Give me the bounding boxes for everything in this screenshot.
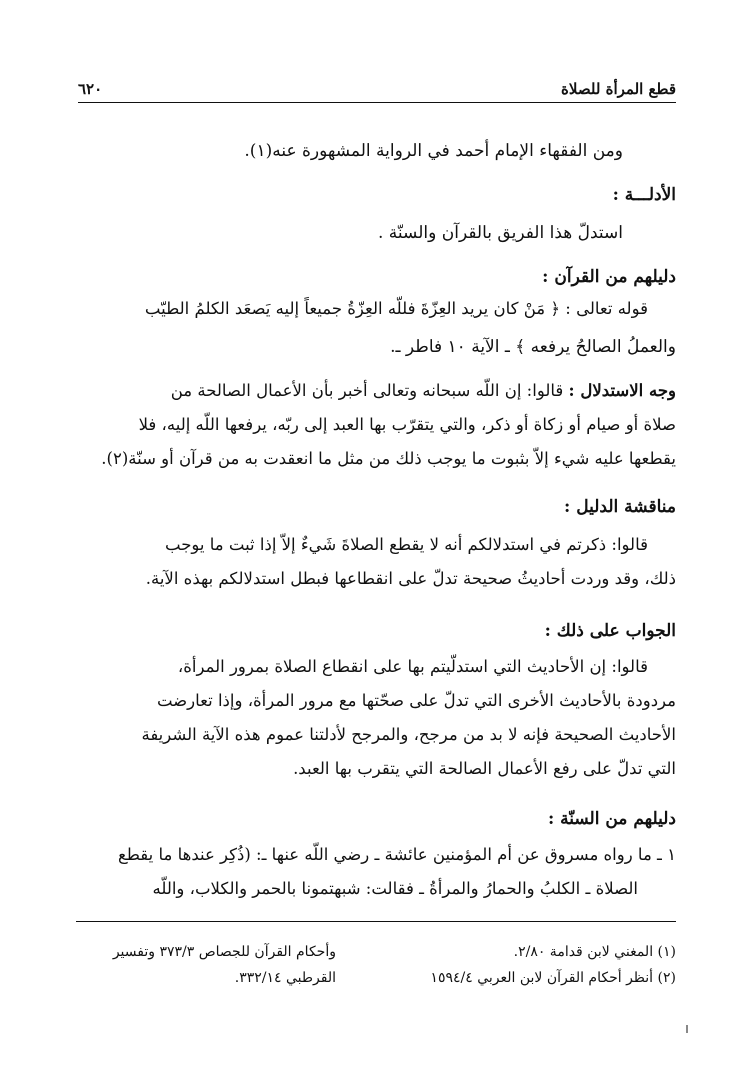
text-line: قالوا: ذكرتم في استدلالكم أنه لا يقطع الصلاةَ شَيءٌ إلاّ إذا ثبت ما يوجب [165,535,648,554]
text-line: ومن الفقهاء الإمام أحمد في الرواية المشهورة عنه(١). [244,141,623,161]
section-heading-adilla: الأدلـــة : [612,185,676,205]
footnote-2-continued: القرطبي ٣٣٢/١٤. [234,970,336,986]
text-line: صلاة أو صيام أو زكاة أو ذكر، والتي يتقرّب بها العبد إلى ربّه، يرفعها اللّه إليه، فلا [138,415,676,434]
paragraph-wajh-istidlal [76,378,676,406]
text-line: ذلك، وقد وردت أحاديثُ صحيحة تدلّ على انقطاعها فبطل استدلالكم بهذه الآية. [145,569,676,588]
inline-heading-wajh: وجه الاستدلال : [568,381,676,400]
text-line: الأحاديث الصحيحة فإنه لا بد من مرجح، والمرجح لأدلتنا عموم هذه الآية الشريفة [141,725,676,744]
text-line: والعملُ الصالحُ يرفعه ﴾ ـ الآية ١٠ فاطر ـ. [390,337,676,357]
section-heading-munaqasha: مناقشة الدليل : [564,497,676,517]
header-title: قطع المرأة للصلاة [561,80,676,98]
text-line: قوله تعالى : ﴿ مَنْ كان يريد العِزّةَ فللّه العِزّةُ جميعاً إليه يَصعَد الكلمُ الطيّب [144,299,648,318]
section-heading-jawab: الجواب على ذلك : [544,621,676,641]
text-line: الصلاة ـ الكلبُ والحمارُ والمرأةُ ـ فقالت: شبهتمونا بالحمر والكلاب، واللّه [152,879,638,898]
footnote-separator [76,921,676,922]
text-line: يقطعها عليه شيء إلاّ بثبوت ما يوجب ذلك من مثل ما انعقدت به من قرآن أو سنّة(٢). [101,449,676,468]
text-line: استدلّ هذا الفريق بالقرآن والسنّة . [378,223,623,243]
text-line: ١ ـ ما رواه مسروق عن أم المؤمنين عائشة ـ رضي اللّه عنها ـ: (ذُكِر عندها ما يقطع [117,845,676,864]
footnote-2-continued: وأحكام القرآن للجصاص ٣٧٣/٣ وتفسير [112,944,336,960]
text-line: مردودة بالأحاديث الأخرى التي تدلّ على صحّتها مع مرور المرأة، وإذا تعارضت [156,691,676,710]
footnote-1: (١) المغني لابن قدامة ٢/٨٠. [513,944,676,960]
page-number: ٦٢٠ [78,80,103,98]
footnote-2: (٢) أنظر أحكام القرآن لابن العربي ١٥٩٤/٤ [430,970,676,986]
running-header [78,80,676,103]
text-span: قالوا: إن اللّه سبحانه وتعالى أخبر بأن الأعمال الصالحة من [170,381,564,400]
text-line: قالوا: إن الأحاديث التي استدلّيتم بها على انقطاع الصلاة بمرور المرأة، [177,657,648,676]
section-heading-quran: دليلهم من القرآن : [542,267,676,287]
scan-mark [686,1025,688,1033]
section-heading-sunna: دليلهم من السنّة : [547,809,676,829]
text-line: التي تدلّ على رفع الأعمال الصالحة التي يتقرب بها العبد. [293,759,676,778]
